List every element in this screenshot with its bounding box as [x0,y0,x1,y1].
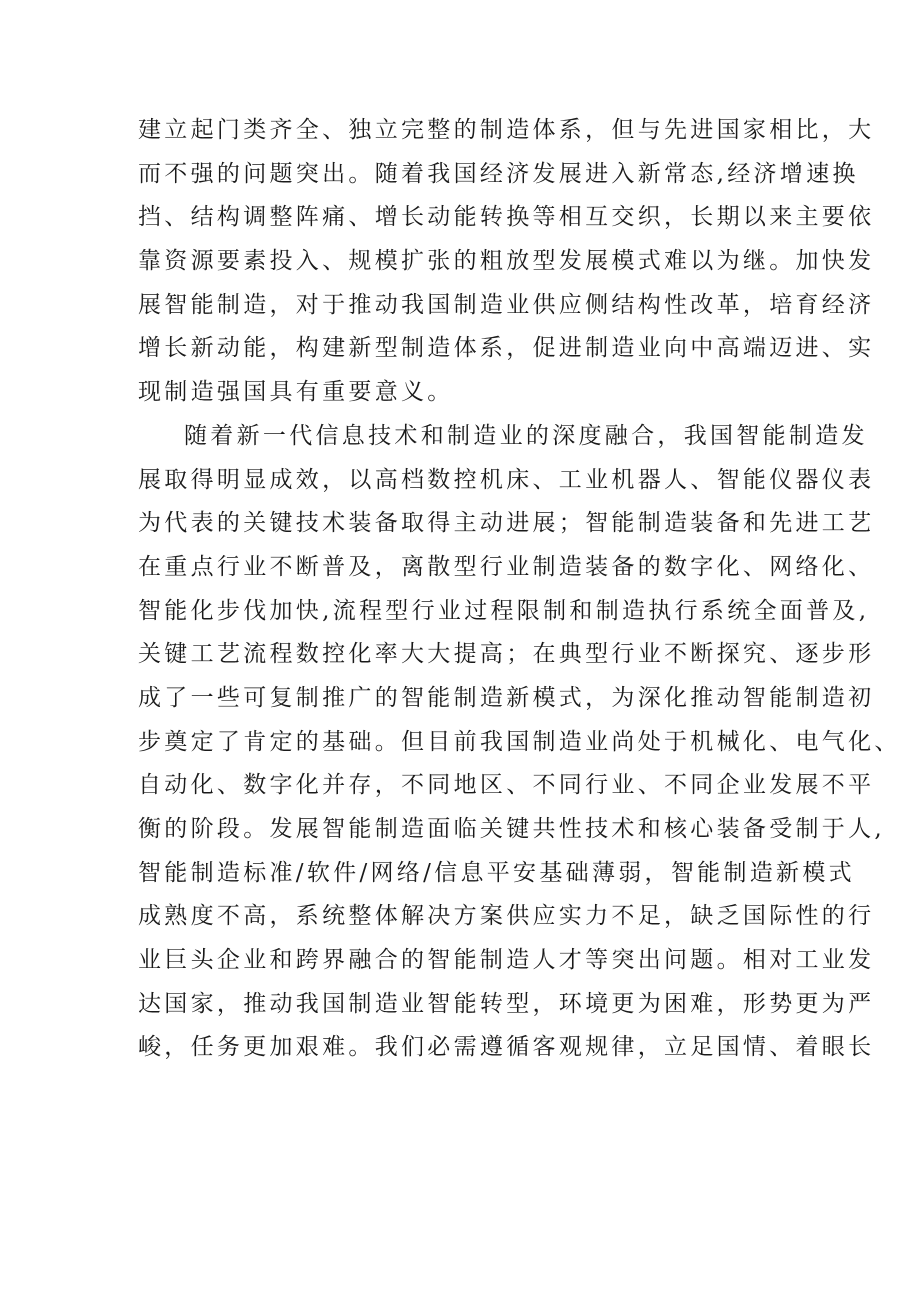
paragraph-line: 峻，任务更加艰难。我们必需遵循客观规律，立足国情、着眼长 [138,1034,875,1061]
paragraph-line: 挡、结构调整阵痛、增长动能转换等相互交织，长期以来主要依 [138,204,875,231]
paragraph-line: 衡的阶段。发展智能制造面临关键共性技术和核心装备受制于人, [138,816,886,842]
paragraph-2 [138,415,901,1070]
paragraph-line: 业巨头企业和跨界融合的智能制造人才等突出问题。相对工业发 [138,947,875,974]
paragraph-line: 关键工艺流程数控化率大大提高；在典型行业不断探究、逐步形 [138,641,875,668]
paragraph-line: 展取得明显成效，以高档数控机床、工业机器人、智能仪器仪表 [138,466,875,493]
paragraph-1 [138,109,875,415]
paragraph-line: 为代表的关键技术装备取得主动进展；智能制造装备和先进工艺 [138,510,875,537]
paragraph-line: 成了一些可复制推广的智能制造新模式，为深化推动智能制造初 [138,684,875,711]
paragraph-line: 智能制造标准/软件/网络/信息平安基础薄弱，智能制造新模式 [138,859,855,886]
paragraph-line: 智能化步伐加快,流程型行业过程限制和制造执行系统全面普及, [138,597,870,624]
paragraph-line: 在重点行业不断普及，离散型行业制造装备的数字化、网络化、 [138,553,875,580]
paragraph-line: 展智能制造，对于推动我国制造业供应侧结构性改革，培育经济 [138,291,875,318]
paragraph-line: 达国家，推动我国制造业智能转型，环境更为困难，形势更为严 [138,990,875,1017]
paragraph-line: 现制造强国具有重要意义。 [138,379,454,406]
paragraph-line: 随着新一代信息技术和制造业的深度融合，我国智能制造发 [184,422,868,449]
paragraph-line: 步奠定了肯定的基础。但目前我国制造业尚处于机械化、电气化、 [138,728,901,755]
document-body [138,109,901,1070]
paragraph-line: 自动化、数字化并存，不同地区、不同行业、不同企业发展不平 [138,772,875,799]
paragraph-line: 增长新动能，构建新型制造体系，促进制造业向中高端迈进、实 [138,335,875,362]
paragraph-line: 而不强的问题突出。随着我国经济发展进入新常态,经济增速换 [138,160,859,187]
paragraph-line: 成熟度不高，系统整体解决方案供应实力不足，缺乏国际性的行 [138,903,875,930]
paragraph-line: 靠资源要素投入、规模扩张的粗放型发展模式难以为继。加快发 [138,248,875,275]
paragraph-line: 建立起门类齐全、独立完整的制造体系，但与先进国家相比，大 [138,117,875,143]
